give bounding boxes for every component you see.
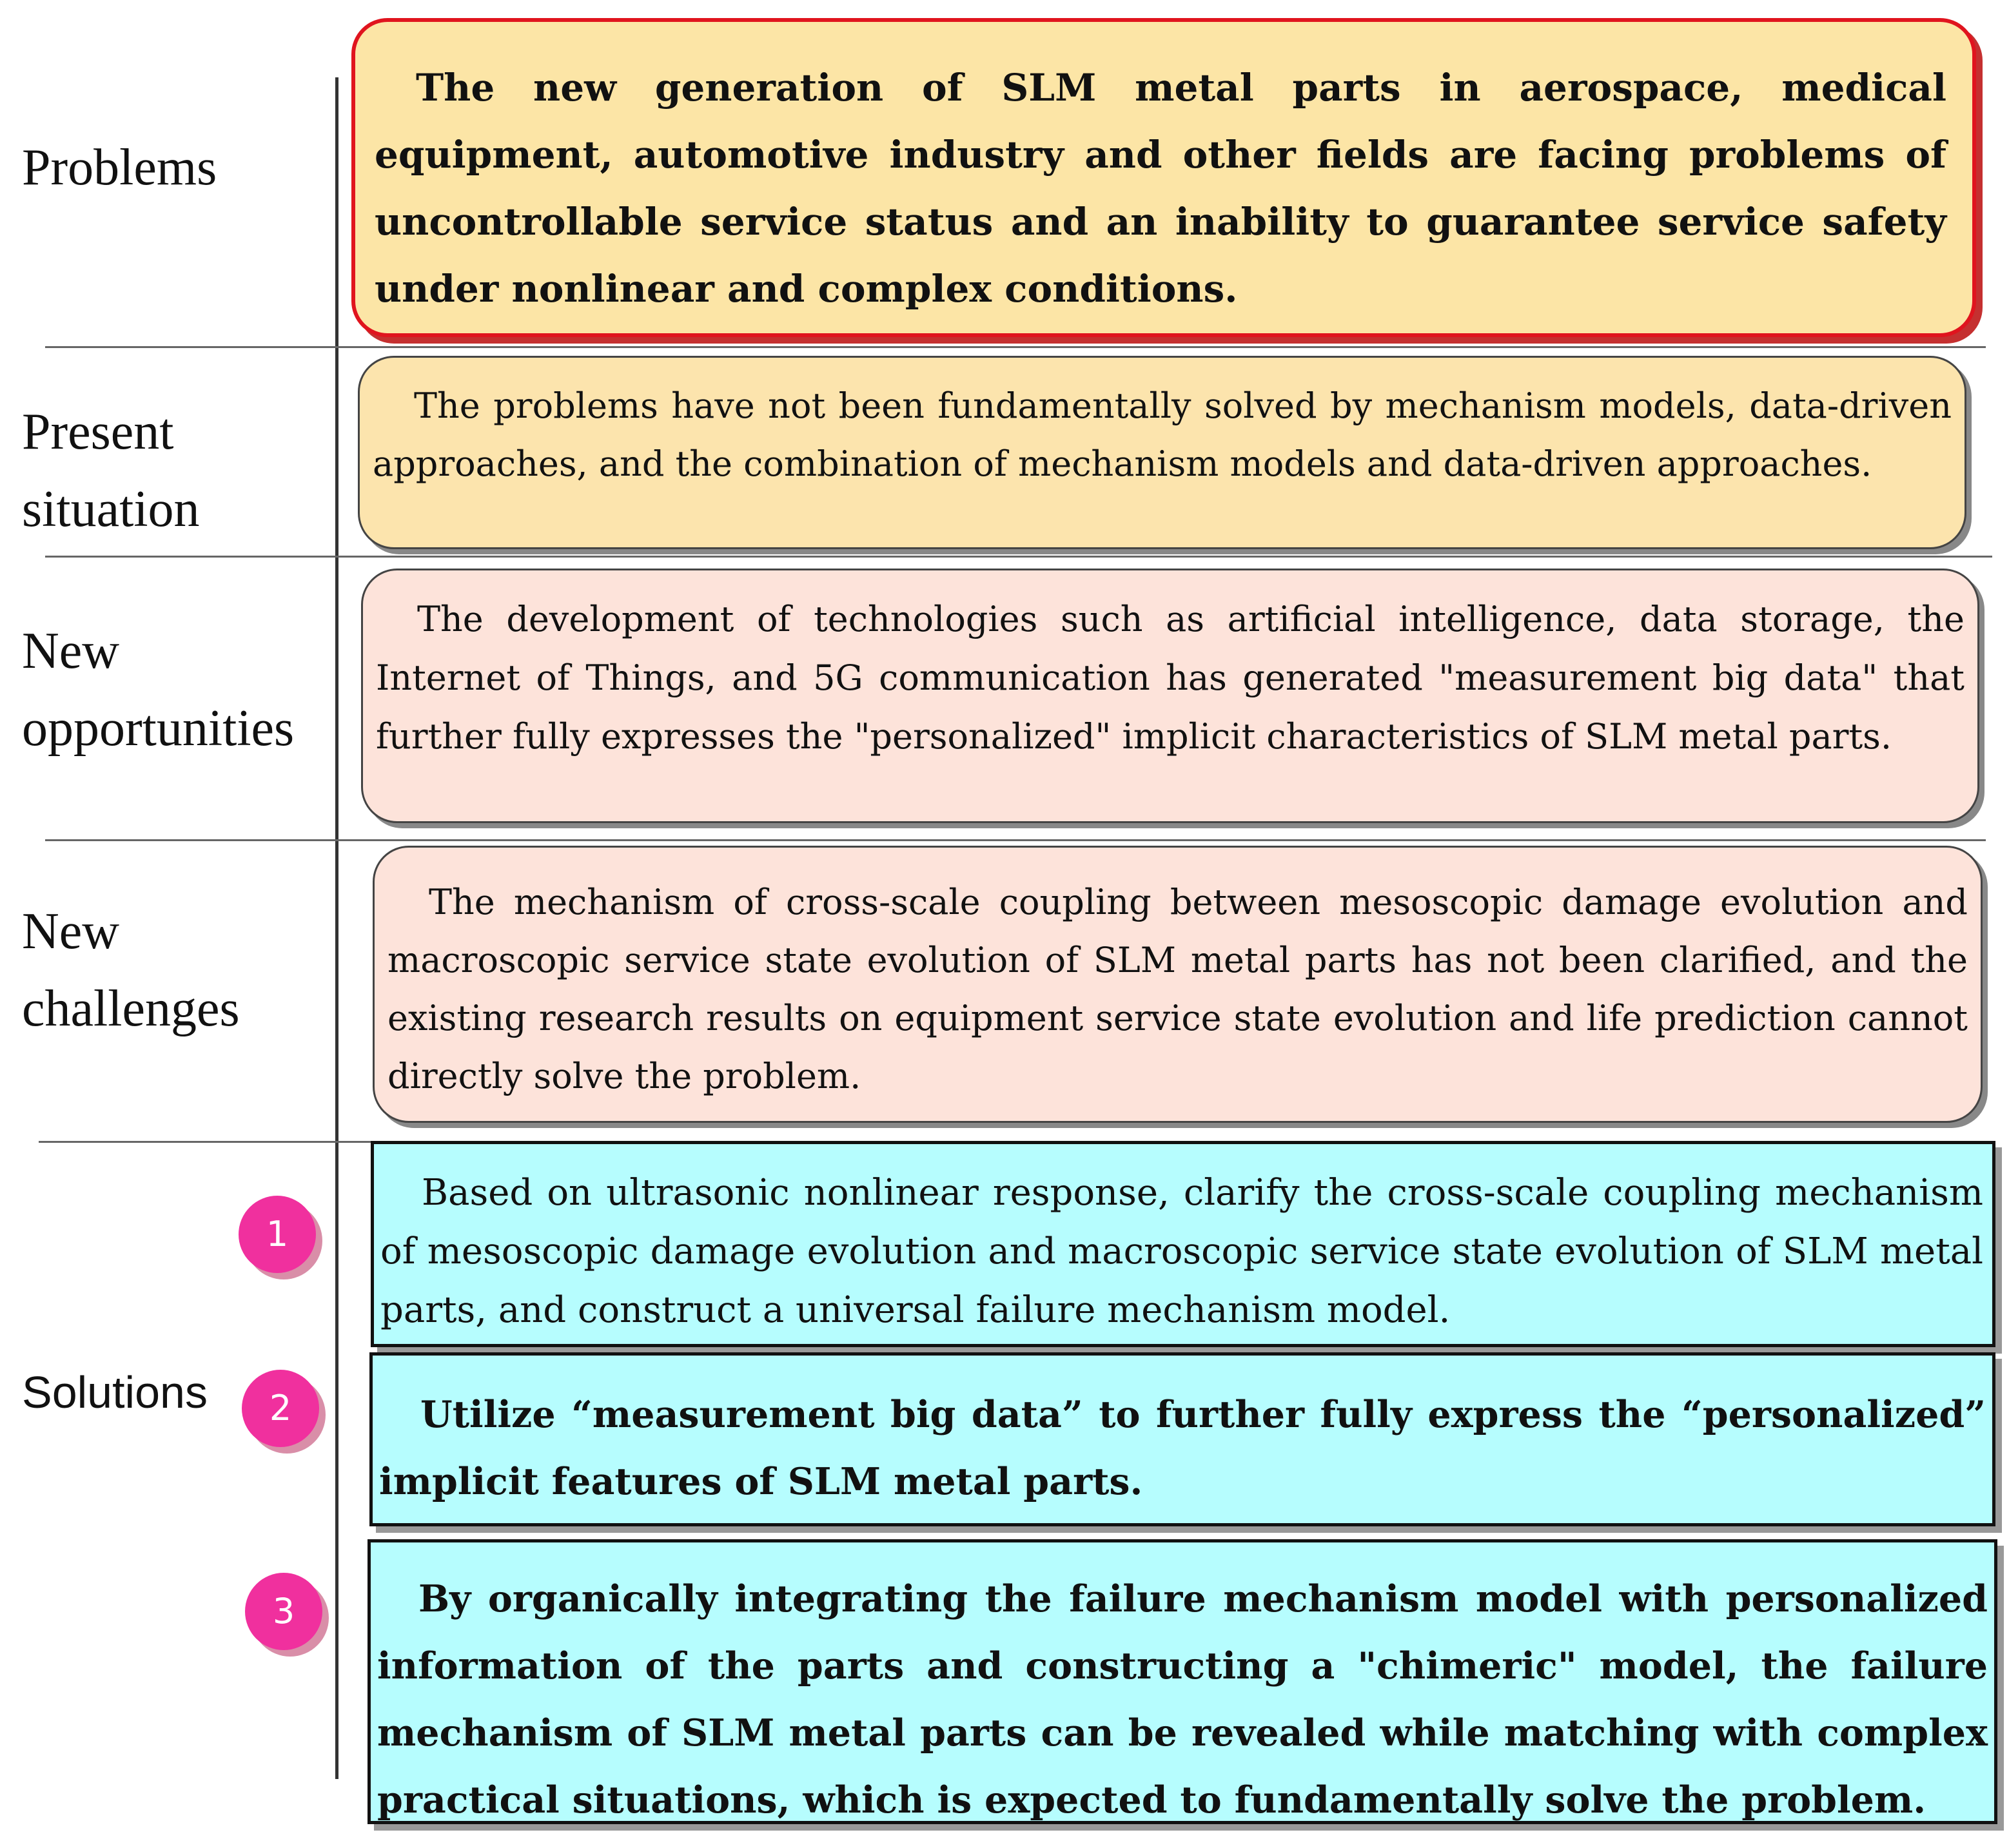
new-opportunities-text: The development of technologies such as artificial intelligence, data storage, the Internet of Things, and 5G communication has generated "measurement big data" that further fully expresses the "personalized" implicit characteristics of SLM metal parts.	[376, 599, 1965, 757]
new-opportunities-label-line2: opportunities	[22, 700, 295, 757]
new-challenges-label	[22, 893, 240, 1047]
row-divider-2	[45, 556, 1992, 558]
problems-box	[351, 18, 1976, 337]
present-situation-text: The problems have not been fundamentally solved by mechanism models, data-driven approaches, and the combination of mechanism models and data-driven approaches.	[373, 385, 1952, 484]
present-situation-box	[358, 356, 1966, 549]
new-opportunities-label	[22, 612, 294, 767]
solution-badge-3: 3	[245, 1573, 322, 1650]
present-situation-label	[22, 393, 200, 548]
new-challenges-box	[373, 846, 1983, 1123]
timeline-vertical-line	[335, 77, 338, 1779]
solution-text-3: By organically integrating the failure mechanism model with personalized information of the parts and constructing a "chimeric" model, the failure mechanism of SLM metal parts can be revealed while matching with complex practical situations, which is expected to fundamentally solve the problem.	[377, 1577, 1988, 1822]
row-divider-1	[45, 346, 1986, 348]
problems-text: The new generation of SLM metal parts in aerospace, medical equipment, automotive industry and other fields are facing problems of uncontrollable service status and an inability to guarantee service safety under nonlinear and complex conditions.	[375, 66, 1946, 311]
solution-box-3	[368, 1539, 1997, 1824]
row-divider-3	[45, 839, 1986, 841]
solutions-label: Solutions	[22, 1367, 208, 1417]
new-opportunities-label-line1: New	[22, 623, 120, 679]
row-divider-4	[39, 1141, 380, 1143]
new-opportunities-box	[361, 569, 1979, 823]
problems-label: Problems	[22, 139, 217, 196]
solution-box-2	[369, 1352, 1995, 1526]
solution-text-2: Utilize “measurement big data” to further fully express the “personalized” implicit features of SLM metal parts.	[379, 1393, 1986, 1503]
new-challenges-label-line1: New	[22, 903, 120, 960]
solution-badge-1: 1	[239, 1196, 316, 1273]
new-challenges-text: The mechanism of cross-scale coupling between mesoscopic damage evolution and macroscopic service state evolution of SLM metal parts has not been clarified, and the existing research results on equipment service state evolution and life prediction cannot directly solve the problem.	[387, 882, 1968, 1096]
solution-badge-2: 2	[242, 1370, 319, 1447]
new-challenges-label-line2: challenges	[22, 980, 240, 1037]
solution-box-1	[371, 1141, 1995, 1347]
present-situation-label-line1: Present	[22, 404, 174, 460]
solution-text-1: Based on ultrasonic nonlinear response, clarify the cross-scale coupling mechanism of mesoscopic damage evolution and macroscopic service state evolution of SLM metal parts, and construct a universal failure mechanism model.	[380, 1172, 1983, 1331]
present-situation-label-line2: situation	[22, 481, 200, 538]
